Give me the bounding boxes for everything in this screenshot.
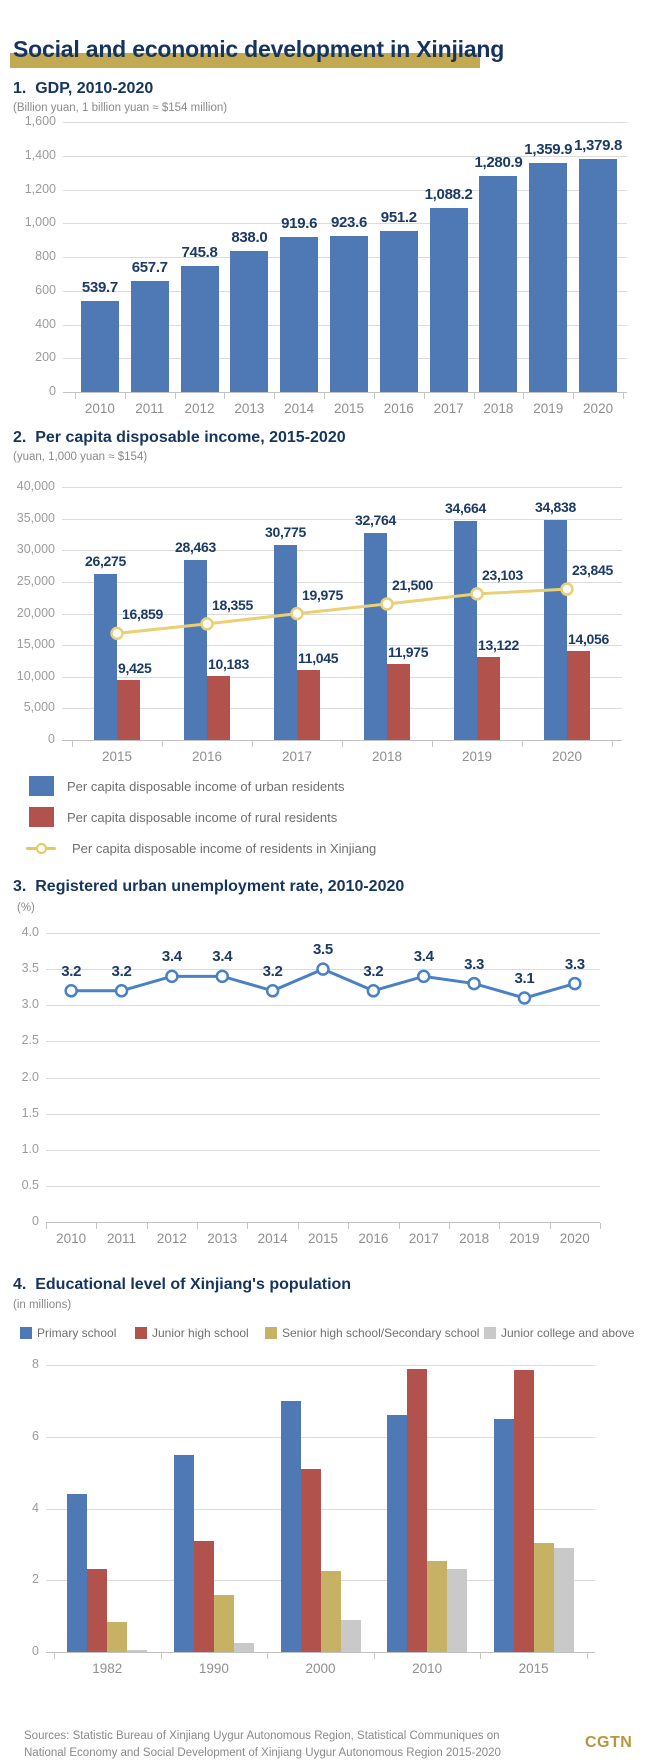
y-tick-label: 8 (32, 1357, 39, 1371)
value-label: 919.6 (281, 214, 318, 232)
x-axis-tick (75, 393, 76, 399)
y-tick-label: 0 (32, 1644, 39, 1658)
x-axis-tick (587, 1653, 588, 1659)
bar (107, 1622, 127, 1652)
x-axis-tick (499, 1223, 500, 1229)
x-axis-tick (161, 1653, 162, 1659)
x-tick-label: 1990 (198, 1661, 229, 1676)
junior-high-label: Junior high school (152, 1326, 249, 1340)
value-label: 951.2 (380, 209, 417, 227)
x-axis-tick (348, 1223, 349, 1229)
value-label: 30,775 (264, 524, 307, 541)
y-tick-label: 0 (32, 1214, 39, 1228)
junior-high-swatch (135, 1327, 147, 1339)
bar (234, 1643, 254, 1652)
section-1-subtitle: (Billion yuan, 1 billion yuan ≈ $154 million) (13, 102, 228, 114)
y-tick-label: 3.0 (21, 997, 39, 1012)
bar (534, 1543, 554, 1652)
x-axis-tick (432, 741, 433, 747)
x-axis-tick (46, 1223, 47, 1229)
line-marker (112, 628, 123, 639)
x-tick-label: 2010 (84, 401, 115, 416)
y-tick-label: 1,600 (24, 114, 56, 128)
value-label: 14,056 (568, 631, 610, 648)
primary-school-label: Primary school (37, 1326, 117, 1340)
value-label: 3.3 (464, 955, 485, 973)
gridline (46, 1365, 595, 1366)
y-tick-label: 200 (35, 350, 56, 365)
x-axis-tick (612, 741, 613, 747)
x-axis-tick (424, 393, 425, 399)
x-tick-label: 2018 (459, 1231, 490, 1246)
x-axis-tick (54, 1653, 55, 1659)
x-axis-tick (175, 393, 176, 399)
line-marker (292, 608, 303, 619)
line-legend-dot (36, 843, 47, 854)
x-axis-tick (623, 393, 624, 399)
x-tick-label: 2019 (533, 401, 564, 416)
x-tick-label: 2020 (551, 749, 583, 764)
value-label: 32,764 (354, 511, 397, 528)
senior-high-swatch (265, 1327, 277, 1339)
bar (194, 1541, 214, 1652)
section-4-subtitle: (in millions) (13, 1299, 72, 1311)
y-tick-label: 20,000 (16, 605, 55, 620)
y-tick-label: 2.5 (21, 1033, 39, 1048)
x-axis-line (46, 1222, 600, 1223)
x-axis-tick (342, 741, 343, 747)
x-axis-tick (550, 1223, 551, 1229)
x-axis-tick (147, 1223, 148, 1229)
value-label: 34,838 (534, 498, 577, 515)
value-label: 23,103 (482, 566, 524, 583)
sources-note: Sources: Statistic Bureau of Xinjiang Uygur Autonomous Region, Statistical Communiques on National Economy and Social Development of Xinjiang Uygur Autonomous Region 2015-2020 (24, 1730, 501, 1759)
y-tick-label: 1,200 (24, 181, 56, 196)
x-tick-label: 2017 (281, 749, 313, 764)
bar (529, 163, 567, 392)
value-label: 9,425 (118, 660, 152, 677)
gridline (63, 122, 627, 123)
value-label: 745.8 (181, 244, 218, 262)
y-tick-label: 0 (49, 384, 56, 398)
line-marker (562, 584, 573, 595)
section-2-subtitle: (yuan, 1,000 yuan ≈ $154) (13, 451, 148, 463)
value-label: 838.0 (231, 228, 268, 246)
bar (479, 176, 517, 392)
legend-item-rural (29, 806, 337, 828)
y-tick-label: 1.5 (21, 1105, 39, 1120)
x-tick-label: 2000 (305, 1661, 336, 1676)
x-axis-line (46, 1652, 595, 1653)
x-axis-tick (480, 1653, 481, 1659)
section-2-heading: 2. Per capita disposable income, 2015-2020 (13, 429, 346, 446)
y-tick-label: 10,000 (16, 668, 55, 683)
value-label: 13,122 (478, 637, 520, 653)
bar (321, 1571, 341, 1652)
x-tick-label: 2016 (358, 1231, 389, 1246)
bar (447, 1569, 467, 1652)
x-axis-line (63, 392, 627, 393)
x-axis-tick (449, 1223, 450, 1229)
bar (281, 1401, 301, 1652)
bar (181, 266, 219, 392)
x-tick-label: 2020 (583, 401, 614, 416)
x-axis-tick (573, 393, 574, 399)
line-marker (202, 618, 213, 629)
legend-item-junior-high (135, 1326, 249, 1340)
y-tick-label: 1,400 (24, 147, 56, 162)
bar (127, 1650, 147, 1652)
bar (341, 1620, 361, 1652)
legend-item-senior-high (265, 1326, 479, 1340)
y-tick-label: 30,000 (16, 542, 55, 557)
x-axis-tick (162, 741, 163, 747)
legend-item-urban (29, 775, 345, 797)
page-title: Social and economic development in Xinjiang (13, 36, 505, 62)
x-axis-tick (298, 1223, 299, 1229)
xinjiang-legend-label: Per capita disposable income of residents in Xinjiang (72, 840, 377, 856)
value-label: 657.7 (131, 259, 168, 276)
line-marker (418, 971, 429, 982)
value-label: 923.6 (330, 214, 368, 232)
x-axis-tick (125, 393, 126, 399)
line-marker (217, 971, 228, 982)
primary-school-swatch (20, 1327, 32, 1339)
x-tick-label: 2012 (184, 401, 215, 416)
bar (230, 251, 268, 392)
value-label: 3.2 (262, 962, 283, 980)
bar (387, 1415, 407, 1652)
y-tick-label: 15,000 (16, 637, 55, 652)
x-tick-label: 2016 (383, 401, 414, 416)
value-label: 3.4 (413, 948, 434, 966)
x-axis-tick (474, 393, 475, 399)
x-tick-label: 2013 (207, 1231, 238, 1246)
line-marker (368, 985, 379, 996)
rural-legend-label: Per capita disposable income of rural residents (67, 809, 338, 825)
x-tick-label: 2017 (433, 401, 464, 416)
line-marker (166, 971, 177, 982)
x-axis-tick (374, 393, 375, 399)
bar (380, 231, 418, 392)
y-tick-label: 1,000 (24, 215, 56, 230)
x-tick-label: 2020 (559, 1231, 590, 1246)
line-marker (469, 978, 480, 989)
value-label: 23,845 (572, 562, 614, 579)
section-3-subtitle: (%) (17, 902, 35, 914)
bar (330, 236, 368, 392)
y-tick-label: 4.0 (21, 925, 39, 939)
x-tick-label: 2015 (518, 1661, 549, 1676)
value-label: 1,359.9 (524, 140, 573, 158)
x-axis-tick (374, 1653, 375, 1659)
x-tick-label: 2014 (284, 401, 315, 416)
line-marker (116, 985, 127, 996)
bar (430, 208, 468, 392)
value-label: 34,664 (444, 499, 487, 516)
value-label: 19,975 (302, 586, 344, 603)
line-marker (318, 964, 329, 975)
section-4-heading: 4. Educational level of Xinjiang's population (13, 1276, 352, 1293)
legend-item-junior-college (484, 1326, 634, 1340)
value-label: 3.2 (111, 962, 132, 980)
x-tick-label: 2011 (135, 401, 165, 416)
x-axis-tick (197, 1223, 198, 1229)
x-axis-tick (224, 393, 225, 399)
x-axis-tick (96, 1223, 97, 1229)
section-3-heading: 3. Registered urban unemployment rate, 2010-2020 (13, 878, 405, 895)
junior-college-label: Junior college and above (501, 1326, 635, 1340)
x-tick-label: 2014 (257, 1231, 288, 1246)
y-tick-label: 1.0 (21, 1141, 39, 1156)
bar (81, 301, 119, 392)
line-marker (519, 993, 530, 1004)
bar (554, 1548, 574, 1652)
x-tick-label: 2019 (461, 749, 493, 764)
urban-legend-label: Per capita disposable income of urban residents (67, 778, 345, 794)
value-label: 11,975 (388, 644, 429, 661)
value-label: 28,463 (174, 538, 217, 555)
line-legend-marker-icon (26, 843, 56, 853)
x-axis-tick (600, 1223, 601, 1229)
line-marker (382, 599, 393, 610)
x-tick-label: 2018 (371, 749, 403, 764)
bar (579, 159, 617, 392)
value-label: 1,280.9 (474, 153, 523, 171)
value-label: 3.2 (363, 962, 384, 980)
bar (174, 1455, 194, 1652)
value-label: 3.3 (564, 955, 585, 973)
y-tick-label: 6 (32, 1428, 39, 1443)
x-axis-tick (247, 1223, 248, 1229)
junior-college-swatch (484, 1327, 496, 1339)
bar (427, 1561, 447, 1652)
y-tick-label: 4 (32, 1500, 39, 1515)
y-tick-label: 35,000 (16, 510, 55, 525)
x-axis-tick (324, 393, 325, 399)
x-axis-tick (399, 1223, 400, 1229)
value-label: 3.1 (514, 970, 535, 988)
value-label: 16,859 (122, 606, 164, 623)
bar (407, 1369, 427, 1652)
y-tick-label: 2.0 (21, 1069, 39, 1084)
bar (514, 1370, 534, 1652)
x-tick-label: 2015 (101, 749, 133, 764)
value-label: 1,379.8 (574, 137, 623, 155)
value-label: 3.5 (313, 941, 333, 959)
line-marker (267, 985, 278, 996)
bar (301, 1469, 321, 1652)
value-label: 3.4 (212, 948, 233, 966)
y-tick-label: 0 (48, 732, 55, 746)
x-tick-label: 2019 (509, 1231, 540, 1246)
y-tick-label: 400 (35, 316, 56, 331)
bar (87, 1569, 107, 1652)
x-tick-label: 2010 (56, 1231, 87, 1246)
value-label: 1,088.2 (424, 186, 473, 204)
x-tick-label: 2012 (156, 1231, 187, 1246)
line-marker (569, 978, 580, 989)
y-tick-label: 600 (35, 282, 56, 297)
y-tick-label: 0.5 (21, 1177, 39, 1192)
y-tick-label: 3.5 (21, 961, 39, 976)
x-tick-label: 2013 (234, 401, 265, 416)
value-label: 539.7 (81, 278, 118, 296)
value-label: 10,183 (208, 655, 250, 672)
x-axis-tick (267, 1653, 268, 1659)
y-tick-label: 2 (32, 1572, 39, 1587)
bar (131, 281, 169, 392)
cgtn-logo: CGTN (585, 1734, 633, 1751)
bar (214, 1595, 234, 1652)
y-tick-label: 25,000 (16, 573, 55, 588)
bar (67, 1494, 87, 1652)
value-label: 3.2 (61, 962, 82, 980)
x-tick-label: 2010 (412, 1661, 443, 1676)
x-tick-label: 2018 (483, 401, 514, 416)
x-axis-tick (522, 741, 523, 747)
x-axis-tick (252, 741, 253, 747)
x-axis-tick (72, 741, 73, 747)
value-label: 26,275 (84, 552, 127, 569)
x-tick-label: 2017 (408, 1231, 439, 1246)
senior-high-label: Senior high school/Secondary school (282, 1326, 480, 1340)
y-tick-label: 800 (35, 249, 56, 263)
rural-legend-swatch (29, 807, 54, 827)
y-tick-label: 5,000 (23, 700, 55, 715)
value-label: 21,500 (392, 577, 434, 593)
x-axis-tick (523, 393, 524, 399)
line-marker (66, 985, 77, 996)
x-tick-label: 2015 (333, 401, 364, 416)
x-axis-tick (274, 393, 275, 399)
section-1-heading: 1. GDP, 2010-2020 (13, 80, 154, 97)
y-tick-label: 40,000 (16, 479, 55, 493)
x-tick-label: 1982 (92, 1661, 123, 1676)
value-label: 3.4 (161, 948, 182, 966)
bar (494, 1419, 514, 1652)
x-tick-label: 2016 (191, 749, 223, 764)
legend-item-primary-school (20, 1326, 116, 1340)
value-label: 11,045 (298, 650, 339, 667)
bar (280, 237, 318, 392)
urban-legend-swatch (29, 776, 54, 796)
x-tick-label: 2015 (307, 1231, 339, 1246)
line-marker (472, 588, 483, 599)
value-label: 18,355 (212, 596, 254, 613)
legend-item-xinjiang-line (29, 837, 376, 859)
x-tick-label: 2011 (107, 1231, 137, 1246)
